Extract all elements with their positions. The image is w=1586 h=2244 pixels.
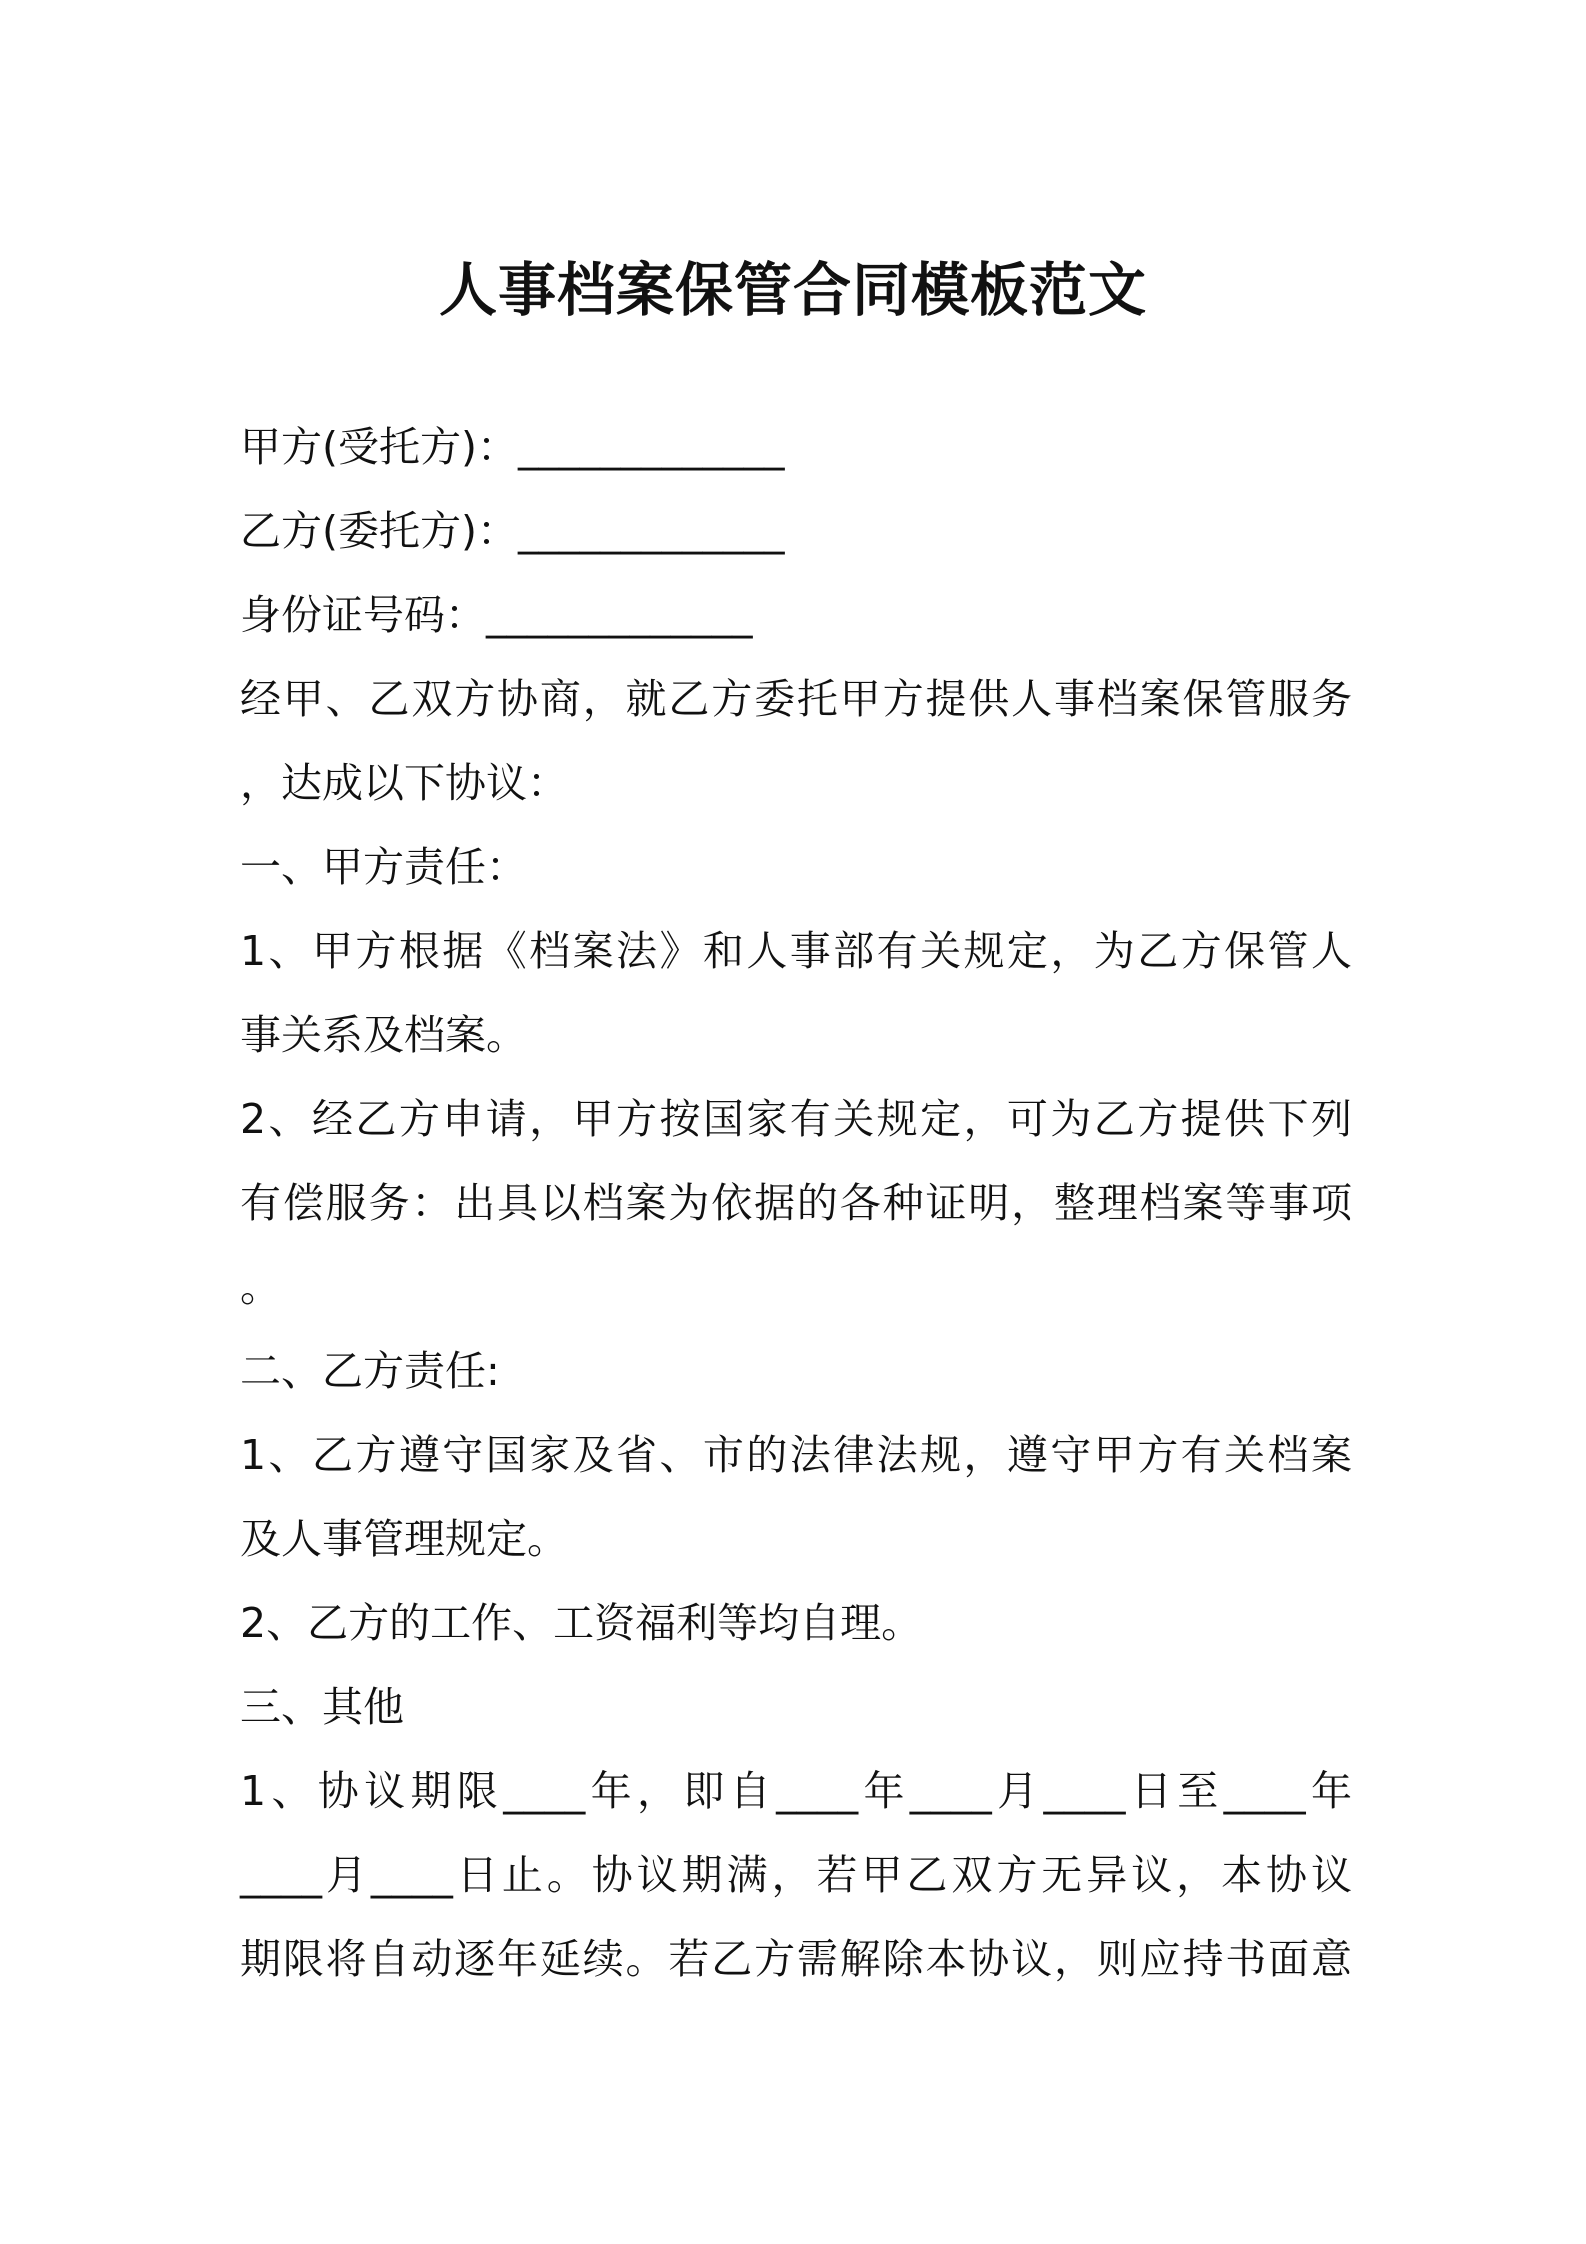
party-a-line: 甲方(受托方)：_____________	[240, 423, 785, 471]
clause-c1-line-3: 期限将自动逐年延续。若乙方需解除本协议，则应持书面意	[240, 1935, 1352, 1983]
document-body	[240, 405, 1352, 2001]
document-title: 人事档案保管合同模板范文	[438, 256, 1147, 324]
clause-a2-line-1: 2、经乙方申请，甲方按国家有关规定，可为乙方提供下列	[240, 1095, 1352, 1143]
clause-a1-line-1: 1、甲方根据《档案法》和人事部有关规定，为乙方保管人	[240, 927, 1352, 975]
party-b-line: 乙方(委托方)：_____________	[240, 507, 785, 555]
clause-b1-line-1: 1、乙方遵守国家及省、市的法律法规，遵守甲方有关档案	[240, 1431, 1352, 1479]
clause-c1-line-2: ____月____日止。协议期满，若甲乙双方无异议，本协议	[240, 1851, 1352, 1899]
section-heading-party-b: 二、乙方责任:	[240, 1347, 500, 1395]
clause-c1-line-1: 1、协议期限____年，即自____年____月____日至____年	[240, 1767, 1352, 1815]
clause-a2-line-3: 。	[240, 1263, 281, 1311]
clause-b2-line: 2、乙方的工作、工资福利等均自理。	[240, 1599, 923, 1647]
section-heading-other: 三、其他	[240, 1683, 404, 1731]
preamble-line-2: ，达成以下协议：	[240, 759, 568, 807]
clause-a1-line-2: 事关系及档案。	[240, 1011, 527, 1059]
id-number-line: 身份证号码：_____________	[240, 591, 753, 639]
preamble-line-1: 经甲、乙双方协商，就乙方委托甲方提供人事档案保管服务	[240, 675, 1352, 723]
section-heading-party-a: 一、甲方责任：	[240, 843, 527, 891]
clause-a2-line-2: 有偿服务：出具以档案为依据的各种证明，整理档案等事项	[240, 1179, 1352, 1227]
clause-b1-line-2: 及人事管理规定。	[240, 1515, 568, 1563]
